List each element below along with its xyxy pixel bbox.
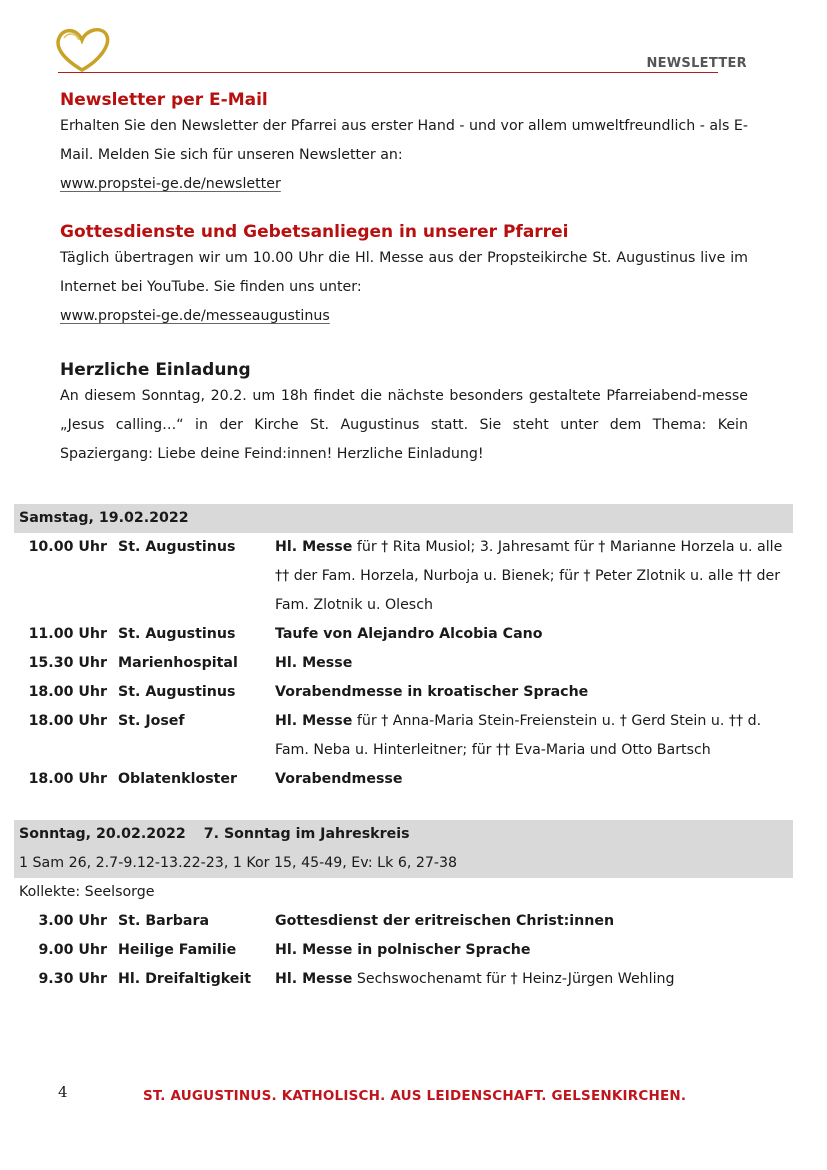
schedule-row <box>14 907 793 936</box>
row-place: St. Augustinus <box>118 626 236 642</box>
kollekte-text: Kollekte: Seelsorge <box>19 884 155 900</box>
row-title: Hl. Messe <box>275 539 353 555</box>
row-time: 11.00 Uhr <box>28 626 107 642</box>
row-place: Oblatenkloster <box>118 771 238 787</box>
row-place: St. Augustinus <box>118 539 236 555</box>
row-place: St. Barbara <box>118 913 210 929</box>
section-label: NEWSLETTER <box>646 56 747 71</box>
row-time: 18.00 Uhr <box>28 684 107 700</box>
row-time: 15.30 Uhr <box>28 655 107 671</box>
gottesdienste-text: Täglich übertragen wir um 10.00 Uhr die Hl. Messe aus der Propsteikirche St. Augustinus live im Internet bei YouTube. Sie finden uns unter: <box>60 250 748 295</box>
row-time: 3.00 Uhr <box>38 913 107 929</box>
row-title: Taufe von Alejandro Alcobia Cano <box>275 626 543 642</box>
row-details: für † Rita Musiol; 3. Jahresamt für † Marianne Horzela u. alle †† der Fam. Horzela, Nurboja u. Bienek; für † Peter Zlotnik u. alle †† der Fam. Zlotnik u. Olesch <box>275 539 783 613</box>
samstag-header: Samstag, 19.02.2022 <box>19 510 189 526</box>
row-place: Marienhospital <box>118 655 238 671</box>
gottesdienste-title: Gottesdienste und Gebetsanliegen in unserer Pfarrei <box>60 222 569 242</box>
heart-logo-icon <box>52 24 112 74</box>
row-title: Hl. Messe <box>275 971 353 987</box>
row-time: 18.00 Uhr <box>28 771 107 787</box>
gottesdienste-link[interactable]: www.propstei-ge.de/messeaugustinus <box>60 308 330 324</box>
row-time: 10.00 Uhr <box>28 539 107 555</box>
einladung-title: Herzliche Einladung <box>60 360 251 380</box>
newsletter-text: Erhalten Sie den Newsletter der Pfarrei aus erster Hand - und vor allem umweltfreundlich - als E-Mail. Melden Sie sich für unseren Newsletter an: <box>60 118 748 163</box>
sonntag-date: Sonntag, 20.02.2022 <box>19 826 186 842</box>
row-description <box>275 907 793 936</box>
newsletter-title: Newsletter per E-Mail <box>60 90 268 110</box>
row-place: St. Josef <box>118 713 185 729</box>
row-place: Hl. Dreifaltigkeit <box>118 971 252 987</box>
row-description <box>275 649 793 678</box>
schedule-row <box>14 649 793 678</box>
schedule-row <box>14 620 793 649</box>
footer-slogan: ST. AUGUSTINUS. KATHOLISCH. AUS LEIDENSCHAFT. GELSENKIRCHEN. <box>143 1088 687 1104</box>
row-title: Hl. Messe <box>275 655 353 671</box>
schedule-row <box>14 533 793 620</box>
schedule-row <box>14 765 793 794</box>
row-description <box>275 765 793 794</box>
row-description <box>275 965 793 994</box>
schedule-row <box>14 678 793 707</box>
newsletter-link[interactable]: www.propstei-ge.de/newsletter <box>60 176 281 192</box>
header-rule <box>58 72 718 73</box>
row-description <box>275 533 793 620</box>
newsletter-section <box>60 90 748 199</box>
row-place: Heilige Familie <box>118 942 237 958</box>
row-title: Vorabendmesse <box>275 771 403 787</box>
sonntag-readings: 1 Sam 26, 2.7-9.12-13.22-23, 1 Kor 15, 45-49, Ev: Lk 6, 27-38 <box>19 855 458 871</box>
einladung-text: An diesem Sonntag, 20.2. um 18h findet die nächste besonders gestaltete Pfarreiabend-messe „Jesus calling…“ in der Kirche St. Augustinus statt. Sie steht unter dem Thema: Kein Spaziergang: Liebe deine Feind:innen! Herzliche Einladung! <box>60 388 748 462</box>
sonntag-title: 7. Sonntag im Jahreskreis <box>203 826 410 842</box>
row-description <box>275 620 793 649</box>
row-time: 9.00 Uhr <box>38 942 107 958</box>
row-time: 9.30 Uhr <box>38 971 107 987</box>
samstag-schedule <box>14 533 793 794</box>
row-title: Hl. Messe in polnischer Sprache <box>275 942 531 958</box>
row-description <box>275 678 793 707</box>
samstag-header-bar <box>14 504 793 533</box>
row-details: für † Anna-Maria Stein-Freienstein u. † Gerd Stein u. †† d. Fam. Neba u. Hinterleitner; für †† Eva-Maria und Otto Bartsch <box>275 713 762 758</box>
sonntag-header-bar <box>14 820 793 878</box>
gottesdienste-section <box>60 222 748 331</box>
row-title: Hl. Messe <box>275 713 353 729</box>
row-description <box>275 707 793 765</box>
schedule-row <box>14 965 793 994</box>
einladung-section <box>60 360 748 469</box>
row-place: St. Augustinus <box>118 684 236 700</box>
schedule-row <box>14 707 793 765</box>
sonntag-schedule <box>14 907 793 994</box>
schedule-row <box>14 936 793 965</box>
row-description <box>275 936 793 965</box>
row-time: 18.00 Uhr <box>28 713 107 729</box>
page-number: 4 <box>58 1083 68 1101</box>
row-title: Gottesdienst der eritreischen Christ:innen <box>275 913 615 929</box>
row-title: Vorabendmesse in kroatischer Sprache <box>275 684 589 700</box>
row-details: Sechswochenamt für † Heinz-Jürgen Wehling <box>352 971 675 987</box>
